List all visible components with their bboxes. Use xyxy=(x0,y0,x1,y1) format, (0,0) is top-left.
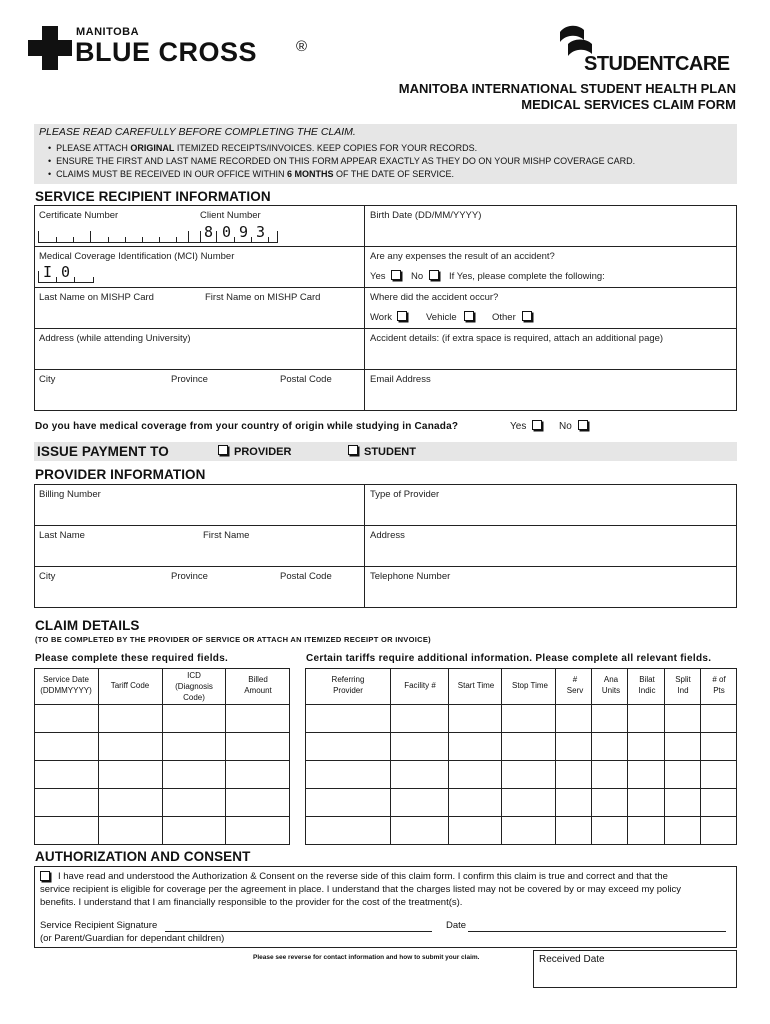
cell[interactable] xyxy=(556,789,592,817)
cell[interactable] xyxy=(448,789,502,817)
reverse-note: Please see reverse for contact information and how to submit your claim. xyxy=(253,954,480,961)
vehicle-checkbox[interactable] xyxy=(464,311,474,321)
other-label: Other xyxy=(492,312,516,323)
cell[interactable] xyxy=(556,817,592,845)
provider-address-label: Address xyxy=(370,530,405,541)
mci-digit: I xyxy=(43,263,53,281)
billing-number-label: Billing Number xyxy=(39,489,101,500)
recipient-row-line-2r xyxy=(364,287,737,288)
cell[interactable] xyxy=(700,817,736,845)
comb-tick xyxy=(176,237,177,242)
cell[interactable] xyxy=(664,705,700,733)
cell[interactable] xyxy=(162,733,226,761)
signature-label: Service Recipient Signature xyxy=(40,920,158,931)
accident-details-label: Accident details: (if extra space is required, attach an additional page) xyxy=(370,333,664,344)
cell[interactable] xyxy=(556,705,592,733)
cell[interactable] xyxy=(664,733,700,761)
comb-tick xyxy=(251,237,252,242)
cell[interactable] xyxy=(306,817,391,845)
cell[interactable] xyxy=(162,761,226,789)
cell[interactable] xyxy=(448,817,502,845)
cell[interactable] xyxy=(35,733,99,761)
received-date-label: Received Date xyxy=(539,954,605,965)
blue-cross-icon xyxy=(28,26,72,70)
cell[interactable] xyxy=(391,789,449,817)
studentcare-logo xyxy=(548,22,740,74)
provider-city-label: City xyxy=(39,571,56,582)
first-name-label: First Name on MISHP Card xyxy=(205,292,321,303)
cell[interactable] xyxy=(502,705,556,733)
cell[interactable] xyxy=(306,705,391,733)
mci-digit: 0 xyxy=(61,263,71,281)
col-head-num-serv: # Serv xyxy=(566,675,584,695)
issue-payment-heading: ISSUE PAYMENT TO xyxy=(37,444,169,459)
cell[interactable] xyxy=(628,733,664,761)
cell[interactable] xyxy=(391,733,449,761)
coverage-no-checkbox[interactable] xyxy=(578,420,588,430)
provider-first-name-label: First Name xyxy=(203,530,250,541)
provider-last-name-label: Last Name xyxy=(39,530,85,541)
provider-type-label: Type of Provider xyxy=(370,489,440,500)
comb-tick xyxy=(38,271,39,282)
cell[interactable] xyxy=(664,789,700,817)
cell[interactable] xyxy=(628,817,664,845)
birth-date-label: Birth Date (DD/MM/YYYY) xyxy=(370,210,482,221)
authorization-heading: AUTHORIZATION AND CONSENT xyxy=(35,849,251,864)
guardian-note: (or Parent/Guardian for dependant children) xyxy=(40,933,225,944)
recipient-center-divider xyxy=(364,205,365,411)
comb-tick xyxy=(56,237,57,242)
table-row[interactable] xyxy=(306,733,737,761)
cell[interactable] xyxy=(306,789,391,817)
col-head-ana-units: Ana Units xyxy=(601,675,621,695)
cell[interactable] xyxy=(700,789,736,817)
comb-tick xyxy=(93,277,94,282)
mbc-small-text: MANITOBA xyxy=(76,26,140,38)
accident-question: Are any expenses the result of an accident? xyxy=(370,251,555,262)
cell[interactable] xyxy=(700,761,736,789)
client-digit: 0 xyxy=(222,223,232,241)
studentcare-text: STUDENTCARE xyxy=(584,53,730,75)
comb-tick xyxy=(56,277,57,282)
coverage-yes-label: Yes xyxy=(510,421,527,432)
provider-info-heading: PROVIDER INFORMATION xyxy=(35,467,206,482)
consent-text-1: I have read and understood the Authorization & Consent on the reverse side of this claim form. I confirm this claim is true and correct and that the xyxy=(58,871,668,882)
cell[interactable] xyxy=(162,789,226,817)
claim-left-title: Please complete these required fields. xyxy=(35,653,229,664)
notice-b3-post: OF THE DATE OF SERVICE. xyxy=(333,169,455,179)
mci-number-field[interactable] xyxy=(38,263,94,283)
manitoba-blue-cross-logo xyxy=(28,26,318,72)
cell[interactable] xyxy=(448,733,502,761)
table-row[interactable] xyxy=(35,761,290,789)
form-title-line2: MEDICAL SERVICES CLAIM FORM xyxy=(521,97,736,112)
accident-yes-label: Yes xyxy=(370,271,386,282)
comb-tick xyxy=(74,277,75,282)
mbc-big-text: BLUE CROSS xyxy=(75,37,258,67)
cell[interactable] xyxy=(226,705,290,733)
comb-tick xyxy=(268,237,269,242)
coverage-no-label: No xyxy=(559,421,572,432)
registered-mark: ® xyxy=(296,38,308,55)
date-label: Date xyxy=(446,920,467,931)
notice-bullet-3: • CLAIMS MUST BE RECEIVED IN OUR OFFICE WITHIN 6 MONTHS OF THE DATE OF SERVICE. xyxy=(48,169,455,179)
recipient-row-line-2 xyxy=(34,287,364,288)
col-head-icd: ICD (Diagnosis Code) xyxy=(175,671,213,702)
comb-tick xyxy=(142,237,143,242)
cell[interactable] xyxy=(306,761,391,789)
col-head-facility: Facility # xyxy=(404,681,436,690)
cell[interactable] xyxy=(391,705,449,733)
col-head-num-pts: # of Pts xyxy=(712,675,726,695)
cell[interactable] xyxy=(628,789,664,817)
comb-tick xyxy=(73,237,74,242)
accident-no-checkbox[interactable] xyxy=(429,270,439,280)
coverage-yes-checkbox[interactable] xyxy=(532,420,542,430)
notice-b1-post: ITEMIZED RECEIPTS/INVOICES. KEEP COPIES FOR YOUR RECORDS. xyxy=(174,143,478,153)
cell[interactable] xyxy=(226,789,290,817)
last-name-label: Last Name on MISHP Card xyxy=(39,292,154,303)
coverage-question: Do you have medical coverage from your country of origin while studying in Canada? xyxy=(35,421,459,432)
table-row[interactable] xyxy=(306,705,737,733)
cell[interactable] xyxy=(448,761,502,789)
notice-b3-pre: CLAIMS MUST BE RECEIVED IN OUR OFFICE WITHIN xyxy=(56,169,288,179)
consent-checkbox[interactable] xyxy=(40,871,50,881)
cell[interactable] xyxy=(306,733,391,761)
col-head-referring: Referring Provider xyxy=(331,675,365,695)
cell[interactable] xyxy=(628,761,664,789)
cell[interactable] xyxy=(664,761,700,789)
comb-tick xyxy=(188,231,189,242)
province-label: Province xyxy=(171,374,208,385)
payment-student-checkbox[interactable] xyxy=(348,445,358,455)
provider-center-divider xyxy=(364,484,365,608)
col-head-split: Split Ind xyxy=(675,675,691,695)
table-row[interactable] xyxy=(306,761,737,789)
provider-postal-label: Postal Code xyxy=(280,571,332,582)
provider-row-line-2 xyxy=(34,566,737,567)
cell[interactable] xyxy=(664,817,700,845)
client-digit: 3 xyxy=(256,223,266,241)
table-row[interactable] xyxy=(35,705,290,733)
provider-row-line-1 xyxy=(34,525,737,526)
cell[interactable] xyxy=(162,705,226,733)
cell[interactable] xyxy=(592,761,628,789)
cell[interactable] xyxy=(226,761,290,789)
work-checkbox[interactable] xyxy=(397,311,407,321)
cell[interactable] xyxy=(98,705,162,733)
cell[interactable] xyxy=(391,817,449,845)
accident-if-yes-text: If Yes, please complete the following: xyxy=(449,271,605,282)
cell[interactable] xyxy=(162,817,226,845)
client-digit: 9 xyxy=(239,223,249,241)
claim-right-title: Certain tariffs require additional information. Please complete all relevant fields. xyxy=(306,653,712,664)
cell[interactable] xyxy=(226,733,290,761)
cell[interactable] xyxy=(448,705,502,733)
cell[interactable] xyxy=(391,761,449,789)
cell[interactable] xyxy=(592,817,628,845)
payment-provider-checkbox[interactable] xyxy=(218,445,228,455)
payment-provider-label: PROVIDER xyxy=(234,446,292,458)
notice-b1-bold: ORIGINAL xyxy=(130,143,175,153)
cell[interactable] xyxy=(502,761,556,789)
provider-phone-label: Telephone Number xyxy=(370,571,451,582)
cell[interactable] xyxy=(700,705,736,733)
cell[interactable] xyxy=(98,733,162,761)
cell[interactable] xyxy=(592,789,628,817)
cell[interactable] xyxy=(98,817,162,845)
comb-tick xyxy=(90,231,91,242)
provider-section-box xyxy=(34,484,737,608)
address-label: Address (while attending University) xyxy=(39,333,191,344)
cell[interactable] xyxy=(700,733,736,761)
payment-student-label: STUDENT xyxy=(364,446,416,458)
notice-b1-pre: PLEASE ATTACH xyxy=(56,143,131,153)
postal-code-label: Postal Code xyxy=(280,374,332,385)
client-digit: 8 xyxy=(204,223,214,241)
comb-tick xyxy=(216,231,217,242)
cell[interactable] xyxy=(502,817,556,845)
comb-tick xyxy=(108,237,109,242)
city-label: City xyxy=(39,374,56,385)
table-row[interactable] xyxy=(35,789,290,817)
cell[interactable] xyxy=(556,761,592,789)
cell[interactable] xyxy=(592,705,628,733)
recipient-row-line-4 xyxy=(34,369,737,370)
service-recipient-heading: SERVICE RECIPIENT INFORMATION xyxy=(35,189,271,204)
table-row[interactable] xyxy=(306,817,737,845)
other-checkbox[interactable] xyxy=(522,311,532,321)
vehicle-label: Vehicle xyxy=(426,312,457,323)
signature-line[interactable] xyxy=(165,931,432,932)
comb-tick xyxy=(277,231,278,242)
accident-where-label: Where did the accident occur? xyxy=(370,292,499,303)
comb-tick xyxy=(200,231,201,242)
consent-text-3: benefits. I understand that I am financially responsible to the provider for the cost of the treatment(s). xyxy=(40,897,463,908)
notice-bullet-2: • ENSURE THE FIRST AND LAST NAME RECORDED ON THIS FORM APPEAR EXACTLY AS THEY DO ON YOUR MISHP COVERAGE CARD. xyxy=(48,156,636,166)
claim-details-heading: CLAIM DETAILS xyxy=(35,618,140,633)
col-head-stop-time: Stop Time xyxy=(511,681,548,690)
notice-bullet-1: • PLEASE ATTACH ORIGINAL ITEMIZED RECEIPTS/INVOICES. KEEP COPIES FOR YOUR RECORDS. xyxy=(48,143,478,153)
cell[interactable] xyxy=(35,705,99,733)
work-label: Work xyxy=(370,312,392,323)
comb-tick xyxy=(125,237,126,242)
notice-b2: ENSURE THE FIRST AND LAST NAME RECORDED ON THIS FORM APPEAR EXACTLY AS THEY DO ON YOUR MISHP COVERAGE CARD. xyxy=(56,156,636,166)
provider-province-label: Province xyxy=(171,571,208,582)
comb-tick xyxy=(159,237,160,242)
mci-label: Medical Coverage Identification (MCI) Number xyxy=(39,251,235,262)
recipient-row-line-1 xyxy=(34,246,737,247)
table-row[interactable] xyxy=(35,817,290,845)
cell[interactable] xyxy=(628,705,664,733)
date-line[interactable] xyxy=(468,931,726,932)
table-row[interactable] xyxy=(306,789,737,817)
notice-b3-bold: 6 MONTHS xyxy=(287,169,334,179)
client-number-label: Client Number xyxy=(200,210,261,221)
form-title-line1: MANITOBA INTERNATIONAL STUDENT HEALTH PLAN xyxy=(398,81,736,96)
cert-number-label: Certificate Number xyxy=(39,210,119,221)
cert-client-number-field[interactable] xyxy=(38,223,278,243)
email-label: Email Address xyxy=(370,374,431,385)
cell[interactable] xyxy=(592,733,628,761)
cell[interactable] xyxy=(35,789,99,817)
claim-details-subheading: (TO BE COMPLETED BY THE PROVIDER OF SERVICE OR ATTACH AN ITEMIZED RECEIPT OR INVOICE) xyxy=(35,635,431,644)
col-head-bilat: Bilat Indic xyxy=(638,675,656,695)
cell[interactable] xyxy=(556,733,592,761)
cell[interactable] xyxy=(226,817,290,845)
consent-text-2: service recipient is eligible for coverage per the agreement in place. I understand that the charges listed may not be covered by or may exceed my policy xyxy=(40,884,682,895)
notice-heading: PLEASE READ CAREFULLY BEFORE COMPLETING THE CLAIM. xyxy=(39,126,356,138)
recipient-row-line-3 xyxy=(34,328,737,329)
col-head-start-time: Start Time xyxy=(457,681,495,690)
col-head-service-date: Service Date (DDMMYYYY) xyxy=(40,675,92,695)
accident-no-label: No xyxy=(411,271,424,282)
col-head-tariff-code: Tariff Code xyxy=(110,681,150,690)
cell[interactable] xyxy=(98,761,162,789)
cell[interactable] xyxy=(502,733,556,761)
cell[interactable] xyxy=(35,817,99,845)
cell[interactable] xyxy=(35,761,99,789)
cell[interactable] xyxy=(502,789,556,817)
table-row[interactable] xyxy=(35,733,290,761)
comb-tick xyxy=(234,237,235,242)
col-head-billed-amount: Billed Amount xyxy=(244,675,272,695)
comb-tick xyxy=(38,231,39,242)
cell[interactable] xyxy=(98,789,162,817)
accident-yes-checkbox[interactable] xyxy=(391,270,401,280)
